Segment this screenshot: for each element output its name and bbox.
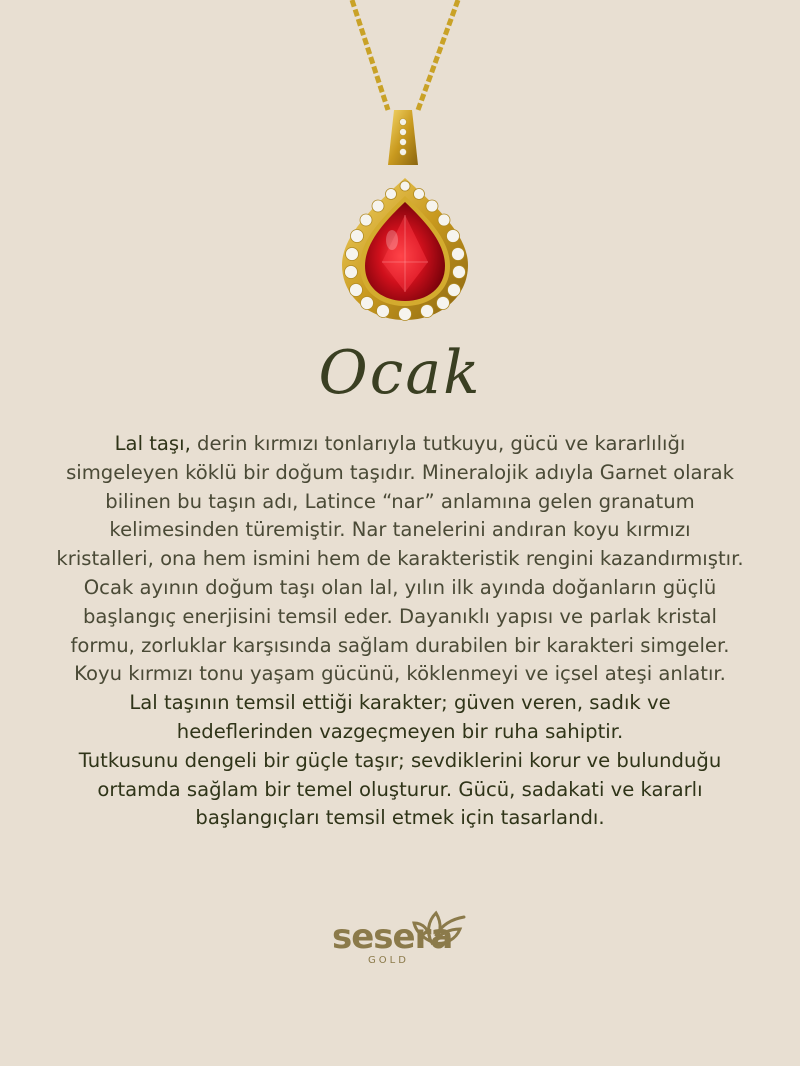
- paragraph-line: Ocak ayının doğum taşı olan lal, yılın ilk ayında doğanların güçlü: [83, 575, 717, 599]
- emphasis-line: başlangıçları temsil etmek için tasarlandı.: [195, 806, 605, 830]
- description-text: [30, 430, 770, 833]
- emphasis-line: ortamda sağlam bir temel oluşturur. Gücü, sadakati ve kararlı: [97, 777, 703, 801]
- brand-logo: [330, 905, 470, 970]
- lead-term: Lal taşı,: [114, 432, 191, 455]
- brand-subtitle: GOLD: [368, 955, 409, 966]
- page-title: Ocak: [318, 338, 482, 408]
- paragraph-line: kelimesinden türemiştir. Nar tanelerini andıran koyu kırmızı: [109, 518, 691, 542]
- paragraph-line: başlangıç enerjisini temsil eder. Dayanıklı yapısı ve parlak kristal: [82, 604, 717, 628]
- emphasis-line: Lal taşının temsil ettiği karakter; güven veren, sadık ve: [129, 691, 671, 715]
- paragraph-line: Koyu kırmızı tonu yaşam gücünü, köklenmeyi ve içsel ateşi anlatır.: [74, 662, 726, 686]
- paragraph-line: formu, zorluklar karşısında sağlam durabilen bir karakteri simgeler.: [70, 633, 730, 657]
- emphasis-line: Tutkusunu dengeli bir güçle taşır; sevdiklerini korur ve bulunduğu: [78, 748, 722, 772]
- paragraph-line: kristalleri, ona hem ismini hem de karakteristik rengini kazandırmıştır.: [56, 547, 744, 571]
- paragraph-line: bilinen bu taşın adı, Latince “nar” anlamına gelen granatum: [105, 489, 695, 513]
- garnet-pendant-image: [300, 0, 500, 340]
- emphasis-line: hedeflerinden vazgeçmeyen bir ruha sahiptir.: [176, 719, 624, 743]
- brand-wordmark: sesera: [332, 917, 453, 957]
- paragraph-line: simgeleyen köklü bir doğum taşıdır. Mineralojik adıyla Garnet olarak: [66, 460, 734, 484]
- lotus-icon: [412, 905, 468, 951]
- paragraph-line: derin kırmızı tonlarıyla tutkuyu, gücü ve kararlılığı: [190, 432, 686, 455]
